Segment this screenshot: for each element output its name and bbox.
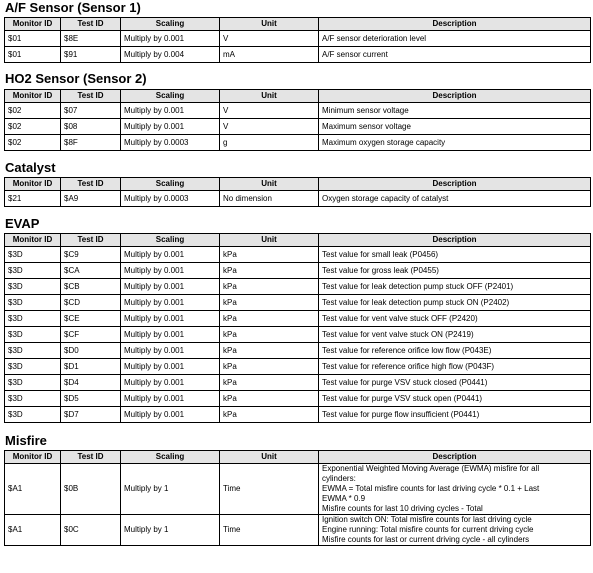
test-id-cell: $D4: [61, 375, 121, 391]
scaling-cell: Multiply by 0.001: [121, 279, 220, 295]
scaling-cell: Multiply by 0.001: [121, 327, 220, 343]
unit-cell: kPa: [220, 247, 319, 263]
description-line: Engine running: Total misfire counts for current driving cycle: [322, 525, 534, 534]
unit-cell: V: [220, 119, 319, 135]
test-id-cell: $CA: [61, 263, 121, 279]
unit-cell: kPa: [220, 407, 319, 423]
scaling-cell: Multiply by 0.004: [121, 47, 220, 63]
test-id-cell: $91: [61, 47, 121, 63]
test-id-cell: $0C: [61, 515, 121, 546]
unit-cell: No dimension: [220, 191, 319, 207]
scaling-cell: Multiply by 1: [121, 464, 220, 515]
misfire-table: [4, 450, 591, 546]
test-id-cell: $CD: [61, 295, 121, 311]
unit-cell: kPa: [220, 343, 319, 359]
header-monitor-id: Monitor ID: [5, 178, 61, 191]
description-line: Misfire counts for last or current driving cycle - all cylinders: [322, 535, 530, 544]
scaling-cell: Multiply by 0.001: [121, 119, 220, 135]
monitor-id-cell: $3D: [5, 343, 61, 359]
scaling-cell: Multiply by 0.001: [121, 295, 220, 311]
description-cell: A/F sensor deterioration level: [319, 31, 591, 47]
table-header-row: [5, 451, 591, 464]
header-scaling: Scaling: [121, 234, 220, 247]
table-row: [5, 375, 591, 391]
test-id-cell: $CF: [61, 327, 121, 343]
monitor-id-cell: $3D: [5, 295, 61, 311]
test-id-cell: $07: [61, 103, 121, 119]
scaling-cell: Multiply by 0.001: [121, 263, 220, 279]
scaling-cell: Multiply by 0.001: [121, 343, 220, 359]
table-header-row: [5, 18, 591, 31]
table-row: [5, 311, 591, 327]
header-test-id: Test ID: [61, 234, 121, 247]
header-monitor-id: Monitor ID: [5, 234, 61, 247]
test-id-cell: $CE: [61, 311, 121, 327]
description-cell: A/F sensor current: [319, 47, 591, 63]
monitor-id-cell: $3D: [5, 311, 61, 327]
unit-cell: mA: [220, 47, 319, 63]
unit-cell: kPa: [220, 359, 319, 375]
description-line: cylinders:: [322, 474, 356, 483]
description-cell: Test value for vent valve stuck OFF (P2420): [319, 311, 591, 327]
scaling-cell: Multiply by 0.001: [121, 103, 220, 119]
description-cell: Test value for reference orifice high flow (P043F): [319, 359, 591, 375]
description-cell: Minimum sensor voltage: [319, 103, 591, 119]
description-cell: Test value for purge VSV stuck open (P0441): [319, 391, 591, 407]
section-title-af-sensor: A/F Sensor (Sensor 1): [5, 0, 141, 15]
header-unit: Unit: [220, 234, 319, 247]
unit-cell: Time: [220, 464, 319, 515]
test-id-cell: $D7: [61, 407, 121, 423]
monitor-id-cell: $02: [5, 135, 61, 151]
test-id-cell: $0B: [61, 464, 121, 515]
scaling-cell: Multiply by 0.001: [121, 407, 220, 423]
test-id-cell: $D0: [61, 343, 121, 359]
monitor-id-cell: $01: [5, 47, 61, 63]
unit-cell: kPa: [220, 295, 319, 311]
header-description: Description: [319, 451, 591, 464]
scaling-cell: Multiply by 0.0003: [121, 135, 220, 151]
af-sensor-table: [4, 17, 591, 63]
header-monitor-id: Monitor ID: [5, 18, 61, 31]
monitor-id-cell: $02: [5, 103, 61, 119]
monitor-id-cell: $21: [5, 191, 61, 207]
table-row: [5, 279, 591, 295]
description-line: EWMA = Total misfire counts for last driving cycle * 0.1 + Last: [322, 484, 540, 493]
monitor-id-cell: $3D: [5, 279, 61, 295]
section-title-catalyst: Catalyst: [5, 160, 56, 175]
table-row: [5, 515, 591, 546]
table-row: [5, 391, 591, 407]
monitor-id-cell: $3D: [5, 359, 61, 375]
unit-cell: V: [220, 103, 319, 119]
unit-cell: Time: [220, 515, 319, 546]
monitor-id-cell: $3D: [5, 327, 61, 343]
unit-cell: kPa: [220, 311, 319, 327]
section-title-misfire: Misfire: [5, 433, 47, 448]
description-cell: Test value for purge flow insufficient (P0441): [319, 407, 591, 423]
header-description: Description: [319, 90, 591, 103]
monitor-id-cell: $A1: [5, 515, 61, 546]
header-test-id: Test ID: [61, 18, 121, 31]
table-row: [5, 343, 591, 359]
scaling-cell: Multiply by 0.001: [121, 391, 220, 407]
description-cell: Maximum oxygen storage capacity: [319, 135, 591, 151]
test-id-cell: $08: [61, 119, 121, 135]
scaling-cell: Multiply by 0.001: [121, 31, 220, 47]
monitor-id-cell: $02: [5, 119, 61, 135]
scaling-cell: Multiply by 0.001: [121, 375, 220, 391]
table-row: [5, 247, 591, 263]
header-unit: Unit: [220, 90, 319, 103]
test-id-cell: $D5: [61, 391, 121, 407]
test-id-cell: $D1: [61, 359, 121, 375]
monitor-id-cell: $3D: [5, 247, 61, 263]
table-row: [5, 464, 591, 515]
test-id-cell: $A9: [61, 191, 121, 207]
header-scaling: Scaling: [121, 90, 220, 103]
description-cell: Test value for reference orifice low flow (P043E): [319, 343, 591, 359]
description-cell: Test value for leak detection pump stuck OFF (P2401): [319, 279, 591, 295]
description-line: Misfire counts for last 10 driving cycles - Total: [322, 504, 483, 513]
description-cell: Oxygen storage capacity of catalyst: [319, 191, 591, 207]
table-row: [5, 263, 591, 279]
evap-table: [4, 233, 591, 423]
header-monitor-id: Monitor ID: [5, 451, 61, 464]
table-row: [5, 31, 591, 47]
scaling-cell: Multiply by 0.0003: [121, 191, 220, 207]
header-test-id: Test ID: [61, 451, 121, 464]
monitor-id-cell: $3D: [5, 391, 61, 407]
description-line: EWMA * 0.9: [322, 494, 366, 503]
table-header-row: [5, 178, 591, 191]
table-row: [5, 103, 591, 119]
table-row: [5, 47, 591, 63]
test-id-cell: $8F: [61, 135, 121, 151]
table-row: [5, 191, 591, 207]
header-scaling: Scaling: [121, 178, 220, 191]
header-monitor-id: Monitor ID: [5, 90, 61, 103]
description-cell: Test value for vent valve stuck ON (P2419): [319, 327, 591, 343]
unit-cell: g: [220, 135, 319, 151]
unit-cell: kPa: [220, 375, 319, 391]
table-row: [5, 407, 591, 423]
ho2-sensor-table: [4, 89, 591, 151]
description-line: Exponential Weighted Moving Average (EWMA) misfire for all: [322, 464, 540, 473]
unit-cell: kPa: [220, 279, 319, 295]
header-scaling: Scaling: [121, 18, 220, 31]
monitor-id-cell: $01: [5, 31, 61, 47]
unit-cell: kPa: [220, 327, 319, 343]
description-line: Ignition switch ON: Total misfire counts for last driving cycle: [322, 515, 532, 524]
header-unit: Unit: [220, 178, 319, 191]
section-title-evap: EVAP: [5, 216, 40, 231]
test-id-cell: $C9: [61, 247, 121, 263]
test-id-cell: $CB: [61, 279, 121, 295]
description-cell: Maximum sensor voltage: [319, 119, 591, 135]
section-title-ho2-sensor: HO2 Sensor (Sensor 2): [5, 71, 147, 86]
description-cell: Test value for gross leak (P0455): [319, 263, 591, 279]
monitor-id-cell: $3D: [5, 263, 61, 279]
table-row: [5, 327, 591, 343]
description-cell: [319, 515, 591, 546]
header-unit: Unit: [220, 18, 319, 31]
table-row: [5, 135, 591, 151]
unit-cell: kPa: [220, 263, 319, 279]
unit-cell: V: [220, 31, 319, 47]
header-test-id: Test ID: [61, 178, 121, 191]
header-description: Description: [319, 18, 591, 31]
scaling-cell: Multiply by 1: [121, 515, 220, 546]
catalyst-table: [4, 177, 591, 207]
header-unit: Unit: [220, 451, 319, 464]
monitor-id-cell: $A1: [5, 464, 61, 515]
description-cell: Test value for purge VSV stuck closed (P0441): [319, 375, 591, 391]
test-id-cell: $8E: [61, 31, 121, 47]
header-description: Description: [319, 234, 591, 247]
header-test-id: Test ID: [61, 90, 121, 103]
table-row: [5, 359, 591, 375]
table-header-row: [5, 234, 591, 247]
description-cell: Test value for leak detection pump stuck ON (P2402): [319, 295, 591, 311]
scaling-cell: Multiply by 0.001: [121, 247, 220, 263]
header-description: Description: [319, 178, 591, 191]
table-row: [5, 295, 591, 311]
description-cell: Test value for small leak (P0456): [319, 247, 591, 263]
scaling-cell: Multiply by 0.001: [121, 359, 220, 375]
description-cell: [319, 464, 591, 515]
scaling-cell: Multiply by 0.001: [121, 311, 220, 327]
header-scaling: Scaling: [121, 451, 220, 464]
table-row: [5, 119, 591, 135]
monitor-id-cell: $3D: [5, 407, 61, 423]
table-header-row: [5, 90, 591, 103]
unit-cell: kPa: [220, 391, 319, 407]
monitor-id-cell: $3D: [5, 375, 61, 391]
